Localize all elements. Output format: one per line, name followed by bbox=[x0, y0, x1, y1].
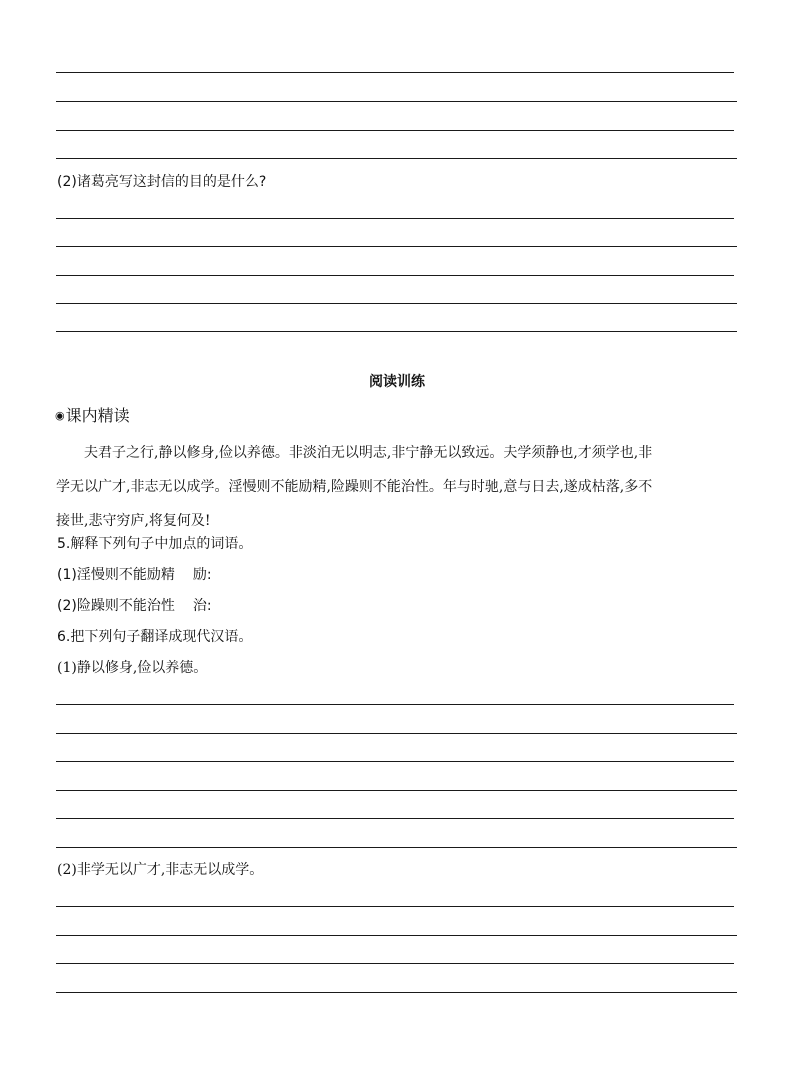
answer-line bbox=[56, 906, 734, 907]
answer-line bbox=[56, 246, 737, 247]
answer-line bbox=[56, 790, 737, 791]
passage-line: 夫君子之行,静以修身,俭以养德。非淡泊无以明志,非宁静无以致远。夫学须静也,才须学也,非 bbox=[84, 445, 653, 461]
question-5-prompt: 5.解释下列句子中加点的词语。 bbox=[57, 536, 253, 552]
passage-line: 接世,悲守穷庐,将复何及! bbox=[56, 513, 211, 529]
answer-line bbox=[56, 992, 737, 993]
answer-line bbox=[56, 818, 734, 819]
question-6-item: (2)非学无以广才,非志无以成学。 bbox=[57, 862, 264, 878]
answer-line bbox=[56, 72, 734, 73]
question-6-item: (1)静以修身,俭以养德。 bbox=[57, 660, 208, 676]
answer-line bbox=[56, 761, 734, 762]
answer-line bbox=[56, 218, 734, 219]
subsection-heading bbox=[55, 406, 130, 426]
question-6-prompt: 6.把下列句子翻译成现代汉语。 bbox=[57, 629, 253, 645]
reading-passage bbox=[56, 436, 736, 538]
answer-line bbox=[56, 704, 734, 705]
answer-line bbox=[56, 963, 734, 964]
item-sentence: (2)险躁则不能治性 bbox=[57, 598, 175, 614]
question-5-item bbox=[57, 566, 212, 584]
answer-line bbox=[56, 303, 737, 304]
item-word: 励: bbox=[192, 567, 212, 583]
subsection-label: 课内精读 bbox=[65, 406, 130, 425]
item-sentence: (1)淫慢则不能励精 bbox=[57, 567, 175, 583]
answer-line bbox=[56, 935, 737, 936]
answer-line bbox=[56, 101, 737, 102]
answer-line bbox=[56, 130, 734, 131]
item-word: 治: bbox=[192, 598, 212, 614]
answer-line bbox=[56, 331, 737, 332]
answer-line bbox=[56, 847, 737, 848]
circle-bullet-icon: ◉ bbox=[55, 409, 65, 422]
answer-line bbox=[56, 733, 737, 734]
answer-line bbox=[56, 275, 734, 276]
question-2-prompt: (2)诸葛亮写这封信的目的是什么? bbox=[57, 174, 267, 190]
section-title: 阅读训练 bbox=[369, 374, 425, 390]
passage-line: 学无以广才,非志无以成学。淫慢则不能励精,险躁则不能治性。年与时驰,意与日去,遂成枯落,多不 bbox=[56, 479, 653, 495]
answer-line bbox=[56, 158, 737, 159]
question-5-item bbox=[57, 597, 212, 615]
